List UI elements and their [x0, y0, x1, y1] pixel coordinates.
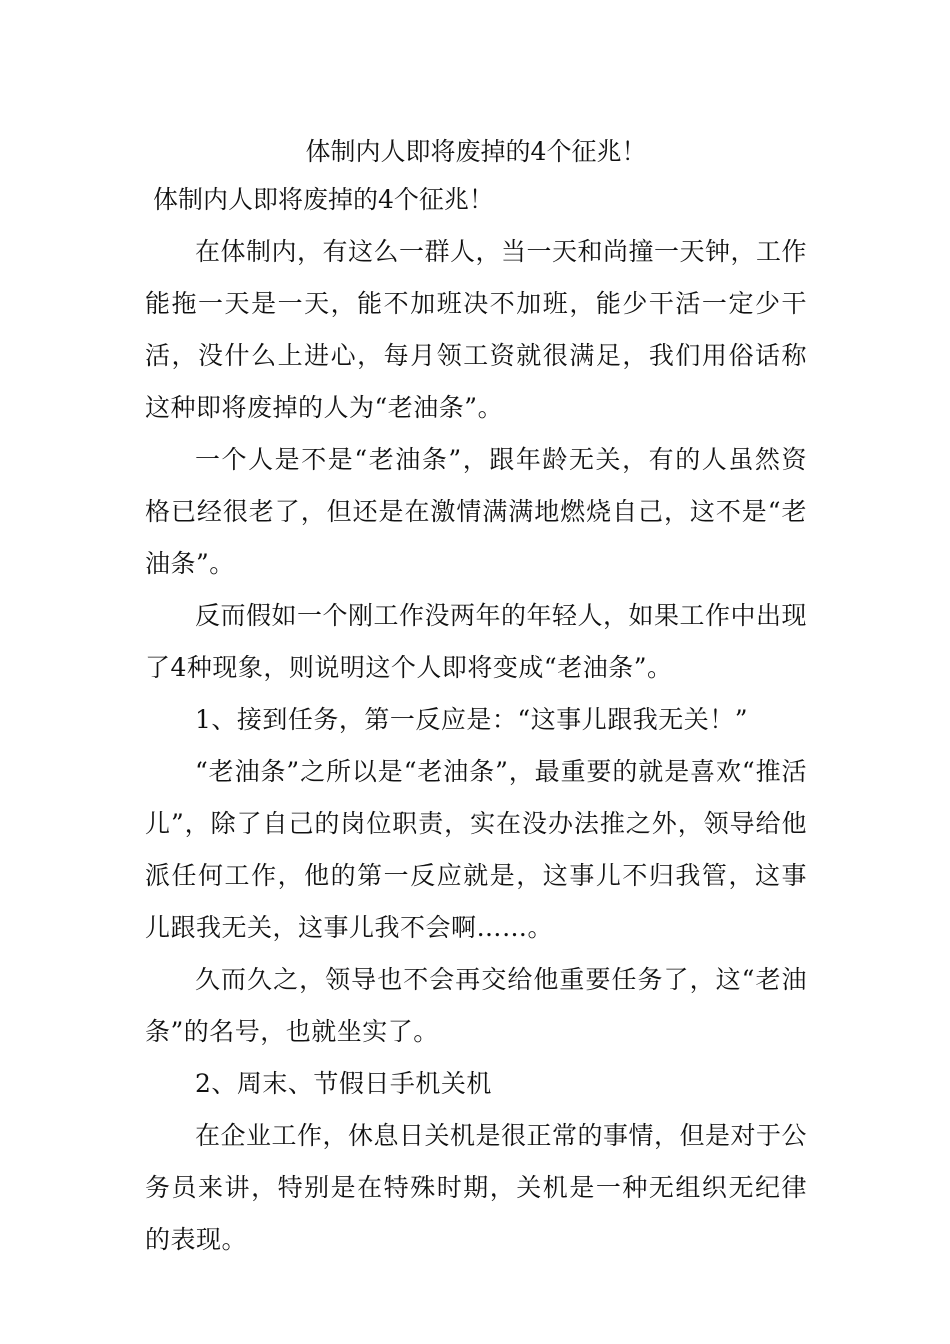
section-heading-2: 2、周末、节假日手机关机 — [195, 1069, 492, 1098]
document-title: 体制内人即将废掉的4个征兆！ — [305, 137, 647, 166]
document-subtitle: 体制内人即将废掉的4个征兆！ — [153, 185, 494, 214]
document-body — [145, 130, 807, 1266]
paragraph-age: 一个人是不是“老油条”，跟年龄无关，有的人虽然资格已经很老了，但还是在激情满满地燃烧自己，这不是“老油条”。 — [145, 445, 807, 578]
section-heading-1: 1、接到任务，第一反应是：“这事儿跟我无关！” — [195, 705, 748, 734]
paragraph-young: 反而假如一个刚工作没两年的年轻人，如果工作中出现了4种现象，则说明这个人即将变成“老油条”。 — [145, 601, 808, 682]
paragraph-long-term: 久而久之，领导也不会再交给他重要任务了，这“老油条”的名号，也就坐实了。 — [145, 965, 807, 1046]
paragraph-phone-off: 在企业工作，休息日关机是很正常的事情，但是对于公务员来讲，特别是在特殊时期，关机是一种无组织无纪律的表现。 — [145, 1121, 808, 1254]
paragraph-push-work: “老油条”之所以是“老油条”，最重要的就是喜欢“推活儿”，除了自己的岗位职责，实在没办法推之外，领导给他派任何工作，他的第一反应就是，这事儿不归我管，这事儿跟我无关，这事儿我不会啊……。 — [145, 757, 807, 942]
paragraph-intro: 在体制内，有这么一群人，当一天和尚撞一天钟，工作能拖一天是一天，能不加班决不加班，能少干活一定少干活，没什么上进心，每月领工资就很满足，我们用俗话称这种即将废掉的人为“老油条”。 — [145, 237, 808, 422]
